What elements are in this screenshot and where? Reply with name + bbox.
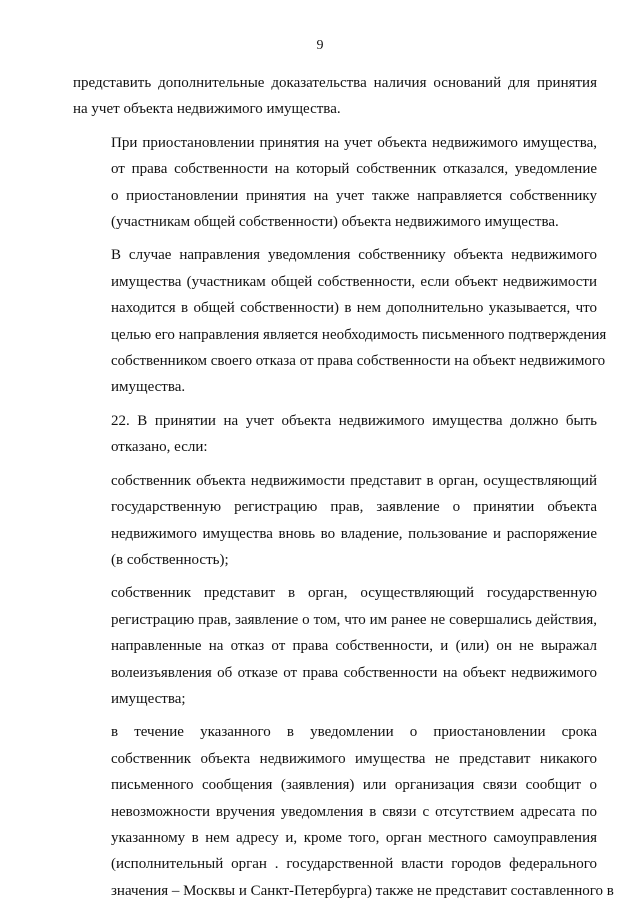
text-line: В случае направления уведомления собственнику объекта недвижимого	[111, 247, 597, 264]
text-line: значения – Москвы и Санкт-Петербурга) также не представит составленного в	[111, 882, 614, 899]
paragraph	[73, 242, 607, 400]
text-line: направленные на отказ от права собственности, и (или) он не выражал	[111, 638, 597, 655]
paragraph	[73, 580, 597, 712]
text-line: от права собственности на который собственник отказался, уведомление	[111, 161, 597, 178]
text-line: на учет объекта недвижимого имущества.	[73, 101, 341, 118]
text-line: находится в общей собственности) в нем дополнительно указывается, что	[111, 300, 597, 317]
text-line: (в собственность);	[111, 551, 229, 568]
paragraph	[73, 719, 614, 904]
paragraph	[73, 408, 597, 461]
text-line: собственник объекта недвижимости представит в орган, осуществляющий	[111, 472, 597, 489]
text-line: (участникам общей собственности) объекта недвижимого имущества.	[111, 214, 559, 231]
text-line: государственную регистрацию прав, заявление о принятии объекта	[111, 499, 597, 516]
text-line: (исполнительный орган . государственной власти городов федерального	[111, 856, 597, 873]
text-line: в течение указанного в уведомлении о приостановлении срока	[111, 724, 597, 741]
text-line: собственник объекта недвижимого имущества не представит никакого	[111, 750, 597, 767]
text-line: собственником своего отказа от права собственности на объект недвижимого	[111, 353, 606, 370]
text-line: имущества.	[111, 379, 186, 396]
text-line: указанному в нем адресу и, кроме того, орган местного самоуправления	[111, 829, 597, 846]
text-line: невозможности вручения уведомления в связи с отсутствием адресата по	[111, 803, 597, 820]
text-line: волеизъявления об отказе от права собственности на объект недвижимого	[111, 664, 597, 681]
text-line: отказано, если:	[111, 439, 208, 456]
text-line: недвижимого имущества вновь во владение, пользование и распоряжение	[111, 525, 597, 542]
paragraph	[73, 70, 597, 123]
text-line: целью его направления является необходимость письменного подтверждения	[111, 326, 607, 343]
text-line: имущества (участникам общей собственности, если объект недвижимости	[111, 273, 597, 290]
page-number: 9	[316, 38, 324, 53]
paragraph	[73, 468, 597, 574]
paragraph	[73, 130, 597, 236]
text-line: собственник представит в орган, осуществляющий государственную	[111, 585, 597, 602]
text-line: 22. В принятии на учет объекта недвижимого имущества должно быть	[111, 412, 597, 429]
document-body	[73, 70, 614, 911]
text-line: При приостановлении принятия на учет объекта недвижимого имущества,	[111, 134, 597, 151]
text-line: представить дополнительные доказательства наличия оснований для принятия	[73, 75, 597, 91]
text-line: о приостановлении принятия на учет также направляется собственнику	[111, 187, 597, 204]
text-line: письменного сообщения (заявления) или организация связи сообщит о	[111, 777, 597, 794]
text-line: регистрацию прав, заявление о том, что им ранее не совершались действия,	[111, 611, 597, 628]
text-line: имущества;	[111, 690, 186, 707]
